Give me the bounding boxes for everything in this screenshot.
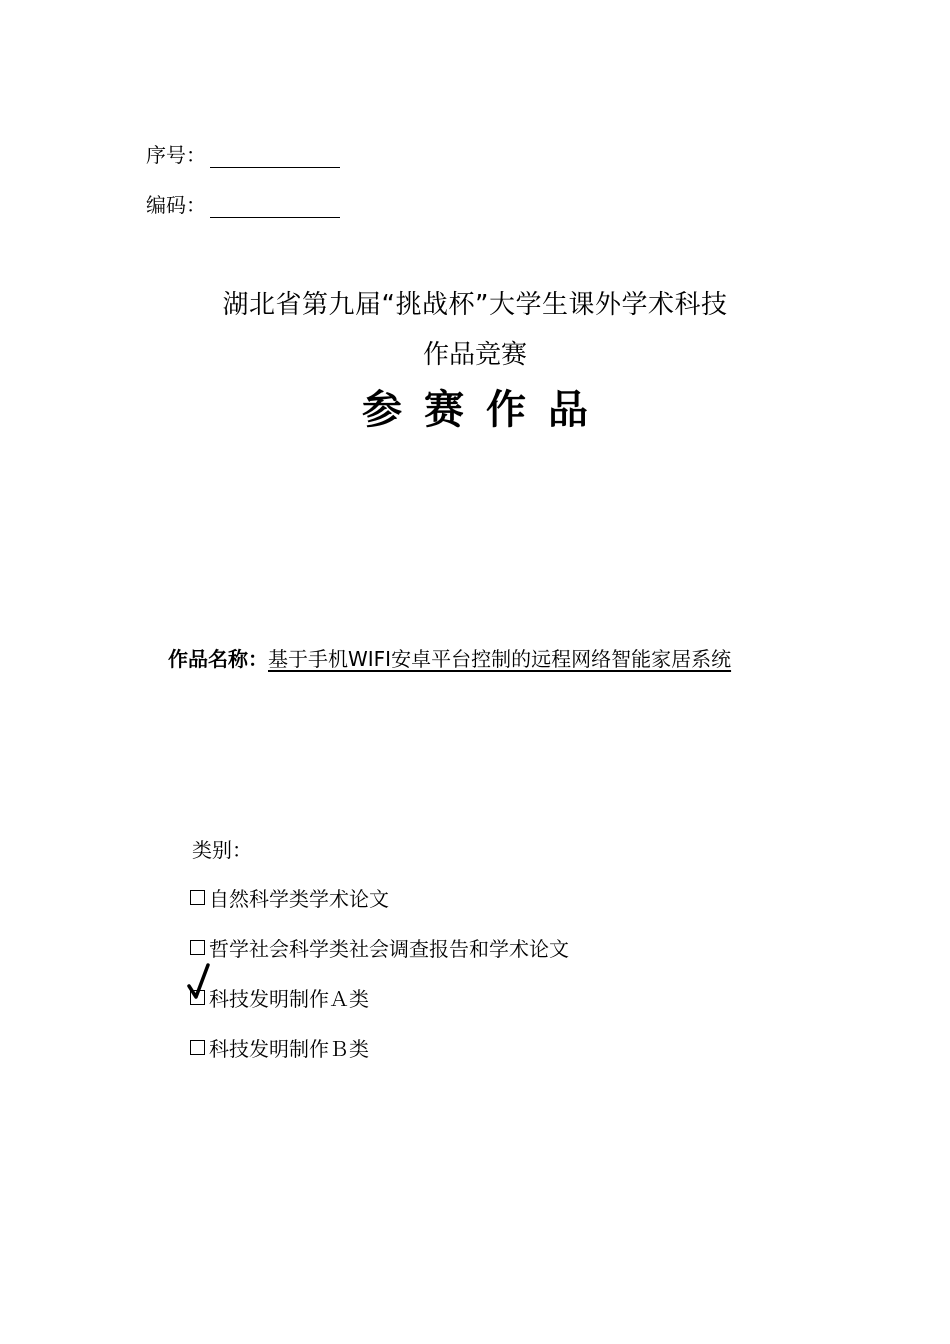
work-name-block: [146, 634, 816, 684]
code-field: [146, 188, 340, 218]
work-name-value: 基于手机WIFI安卓平台控制的远程网络智能家居系统: [268, 647, 732, 671]
serial-number-label: 序号：: [146, 143, 206, 167]
category-option-label: 科技发明制作Ｂ类: [209, 1036, 369, 1061]
checkbox-square-icon[interactable]: [190, 890, 205, 905]
serial-number-blank-line[interactable]: [210, 163, 340, 168]
competition-subtitle: 作品竞赛: [422, 340, 527, 370]
category-option-label: 自然科学类学术论文: [209, 886, 389, 911]
entry-heading: 参赛作品: [362, 387, 610, 433]
category-option-label: 哲学社会科学类社会调查报告和学术论文: [209, 936, 569, 961]
checkbox-square-icon[interactable]: [190, 940, 205, 955]
check-mark-icon: [186, 962, 214, 1000]
category-label: 类别：: [192, 838, 252, 862]
serial-number-field: [146, 138, 340, 168]
code-blank-line[interactable]: [210, 213, 340, 218]
code-label: 编码：: [146, 193, 206, 217]
competition-title: 湖北省第九届“挑战杯”大学生课外学术科技: [222, 290, 728, 320]
category-option-label: 科技发明制作Ａ类: [209, 986, 369, 1011]
category-option-social-science[interactable]: [190, 933, 569, 961]
category-option-invention-a[interactable]: [190, 983, 369, 1011]
category-option-natural-science[interactable]: [190, 883, 389, 911]
work-name-label: 作品名称：: [168, 647, 268, 671]
category-option-invention-b[interactable]: [190, 1033, 369, 1061]
checkbox-square-icon[interactable]: [190, 1040, 205, 1055]
